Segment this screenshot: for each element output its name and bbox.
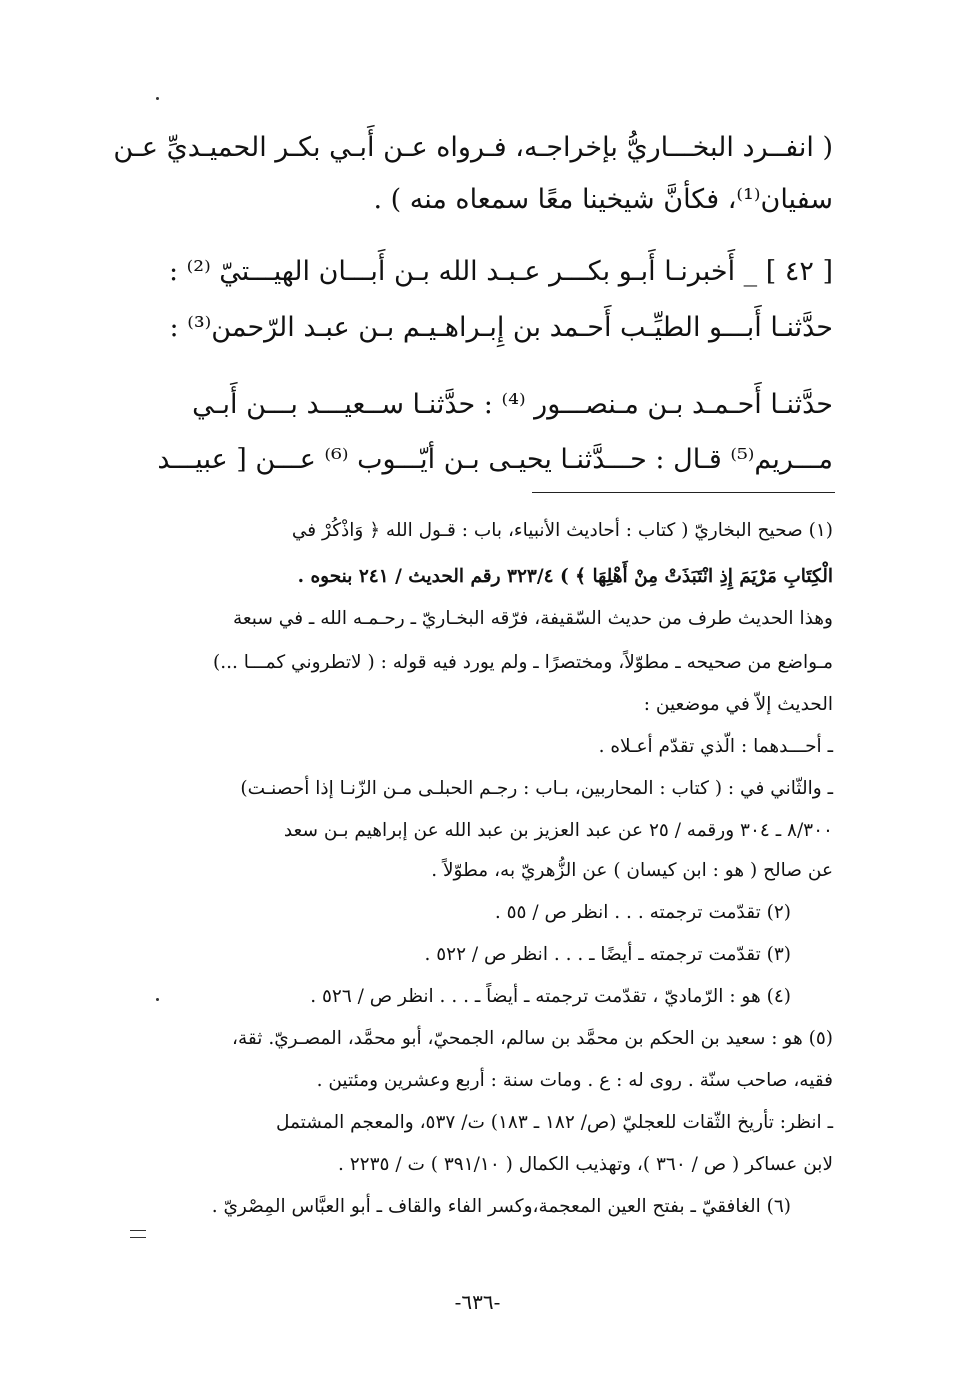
footnote-line-13: (٥) هو : سعيد بن الحكم بن محمَّد بن سالم، الجمحيّ، أبو محمَّد، المصـريّ. ثقة، [232, 1028, 833, 1049]
footnote-divider [532, 492, 835, 493]
main-text-line-1: ( انفــرد البخـــاريُّ بإخراجـه، فـرواه عـن أَبـي بكـر الحميـديِّ عـن [113, 132, 833, 163]
footnote-line-14: فقيه، صاحب سنّة . روى له : ع . ومات سنة : أربع وعشرين ومئتين . [316, 1070, 833, 1091]
footnote-line-10: (٢) تقدّمت ترجمته . . . انظر ص / ٥٥ . [494, 902, 791, 923]
footnote-line-11: (٣) تقدّمت ترجمته ـ أيضًا ـ . . . انظر ص / ٥٢٢ . [424, 944, 791, 965]
footnote-line-12: (٤) هو : الرّماديّ ، تقدّمت ترجمته ـ أيضاً ـ . . . انظر ص / ٥٢٦ . [310, 986, 791, 1007]
ink-dot [156, 998, 159, 1001]
ink-dot [156, 97, 159, 100]
footnote-line-2: الْكِتَابِ مَرْيَمَ إِذِ انْتَبَذَتْ مِنْ أَهْلِهَا ﴾ ) ٣٢٣/٤ رقم الحديث / ٢٤١ بنحوه . [297, 566, 833, 587]
footnote-line-1: (١) صحيح البخاريّ ( كتاب : أحاديث الأنبياء، باب : قـول الله ﴿ وَاذْكُرْ في [291, 520, 833, 541]
main-text-line-6: مـــريم⁽⁵⁾ قـال : حـــدَّثنـا يحيـى بـن أيّـــوب ⁽⁶⁾ عـــن [ عبيـــد [157, 444, 833, 475]
main-text-line-3: [ ٤٢ ] _ أَخبرنـا أَبـو بكـــر عـبـد الله بـن أَبـــان الهيـــتيّ ⁽²⁾ : [168, 256, 833, 287]
footnote-line-9: عن صالح ( هو : ابن كيسان ) عن الزُّهريّ به، مطوّلاً . [431, 860, 833, 881]
footnote-line-17: (٦) الغافقيّ ـ بفتح العين المعجمة،وكسر الفاء والقاف ـ أبو العبَّاس المِصْريّ . [211, 1196, 791, 1217]
footnote-line-16: لابن عساكر ( ص / ٣٦٠ )، وتهذيب الكمال ( ٣٩١/١٠ ) ت / ٢٢٣٥ . [337, 1154, 833, 1175]
footnote-line-6: ـ أحـــدهما : الّذي تقدّم أعـلاه . [598, 736, 833, 757]
footnote-line-5: الحديث إلاّ في موضعين : [643, 694, 833, 715]
main-text-line-4: حدَّثنـا أَبـــو الطيِّـب أَحـمد بن إِبـراهـيـم بـن عبـد الرّحمن⁽³⁾ : [169, 312, 833, 343]
main-text-line-5: حدَّثنـا أَحـمـد بـن مـنصـــور ⁽⁴⁾ : حدَّثنـا ســعيـــد بـــن أَبـي [192, 389, 833, 420]
footnote-line-8: ٨/٣٠٠ ـ ٣٠٤ ورقمه / ٢٥ عن عبد العزيز بن عبد الله عن إبراهيم بـن سعد [283, 820, 833, 841]
footnote-line-4: مـواضع من صحيحه ـ مطوّلاً، ومختصرًا ـ ولم يورد فيه قوله : ( لاتطروني كمـــا ...) [213, 652, 833, 673]
footnote-line-7: ـ والثّاني في : ( كتاب : المحاربين، بـاب : رجـم الحبلـى مـن الزّنـا إذا أحصنـت) [240, 778, 833, 799]
continuation-mark [130, 1230, 146, 1238]
footnote-line-3: وهذا الحديث طرف من حديث السّقيفة، فرّقه البخـاريّ ـ رحـمـه الله ـ في سبعة [232, 608, 833, 629]
page-number: -٦٣٦- [454, 1290, 501, 1314]
main-text-line-2: سفيان⁽¹⁾، فكأنَّ شيخينا معًا سمعاه منه ) . [373, 184, 833, 215]
footnote-line-15: ـ انظر: تأريخ الثّقات للعجليّ (ص/ ١٨٢ ـ ١٨٣) ت/ ٥٣٧، والمعجم المشتمل [275, 1112, 833, 1133]
